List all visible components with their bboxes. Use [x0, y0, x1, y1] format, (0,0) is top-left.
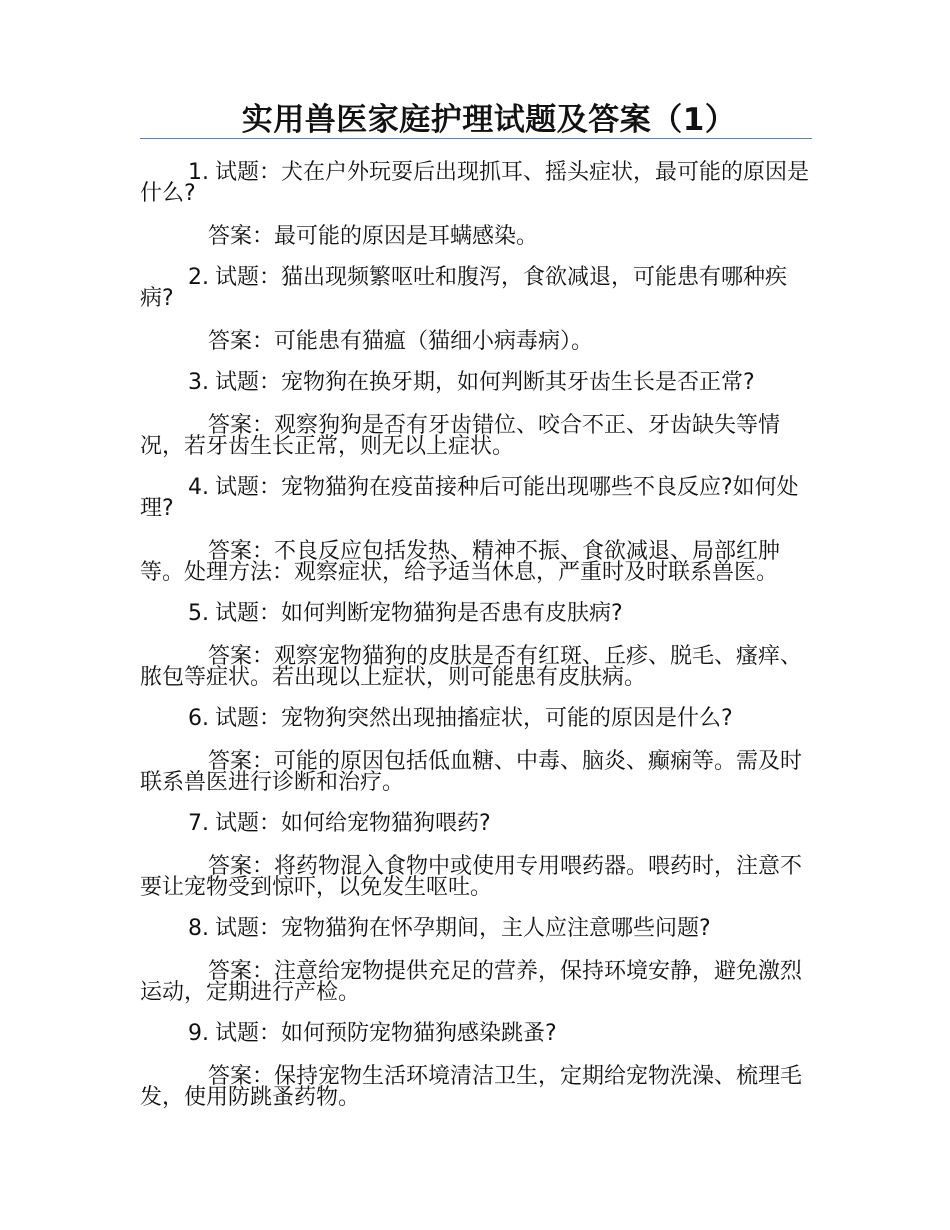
answer-3: 答案：观察狗狗是否有牙齿错位、咬合不正、牙齿缺失等情况，若牙齿生长正常，则无以上症状。 — [140, 413, 781, 459]
answer-5: 答案：观察宠物猫狗的皮肤是否有红斑、丘疹、脱毛、瘙痒、脓包等症状。若出现以上症状，则可能患有皮肤病。 — [140, 644, 803, 690]
question-text: 试题：宠物猫狗在疫苗接种后可能出现哪些不良反应?如何处理? — [140, 475, 799, 521]
question-text: 试题：如何判断宠物猫狗是否患有皮肤病? — [215, 601, 623, 626]
question-number: 6. — [188, 706, 209, 731]
question-text: 试题：犬在户外玩耍后出现抓耳、摇头症状，最可能的原因是什么? — [140, 160, 810, 206]
question-4 — [140, 457, 812, 519]
question-text: 试题：如何预防宠物猫狗感染跳蚤? — [215, 1021, 557, 1046]
question-number: 3. — [188, 370, 209, 395]
question-9 — [140, 1003, 812, 1044]
title-underline — [140, 138, 812, 139]
question-3 — [140, 352, 812, 393]
page-title: 实用兽医家庭护理试题及答案（1） — [241, 102, 737, 138]
question-6 — [140, 688, 812, 729]
question-number: 1. — [188, 160, 209, 185]
question-7 — [140, 793, 812, 834]
title-block — [140, 100, 812, 142]
question-text: 试题：如何给宠物猫狗喂药? — [215, 811, 491, 836]
question-text: 试题：宠物狗在换牙期，如何判断其牙齿生长是否正常? — [215, 370, 755, 395]
question-number: 4. — [188, 475, 209, 500]
answer-4: 答案：不良反应包括发热、精神不振、食欲减退、局部红肿等。处理方法：观察症状，给予适当休息，严重时及时联系兽医。 — [140, 539, 781, 585]
document-page — [140, 100, 812, 1108]
question-1 — [140, 142, 812, 204]
question-text: 试题：宠物猫狗在怀孕期间，主人应注意哪些问题? — [215, 916, 711, 941]
question-2 — [140, 247, 812, 309]
question-text: 试题：宠物狗突然出现抽搐症状，可能的原因是什么? — [215, 706, 733, 731]
question-text: 试题：猫出现频繁呕吐和腹泻，食欲减退，可能患有哪种疾病? — [140, 265, 788, 311]
question-8 — [140, 898, 812, 939]
question-number: 7. — [188, 811, 209, 836]
question-number: 9. — [188, 1021, 209, 1046]
answer-9: 答案：保持宠物生活环境清洁卫生，定期给宠物洗澡、梳理毛发，使用防跳蚤药物。 — [140, 1064, 803, 1110]
qa-list — [140, 142, 812, 1108]
question-5 — [140, 583, 812, 624]
question-number: 5. — [188, 601, 209, 626]
answer-7: 答案：将药物混入食物中或使用专用喂药器。喂药时，注意不要让宠物受到惊吓，以免发生呕吐。 — [140, 854, 803, 900]
question-number: 8. — [188, 916, 209, 941]
answer-1: 答案：最可能的原因是耳螨感染。 — [208, 224, 539, 249]
question-number: 2. — [188, 265, 209, 290]
answer-2: 答案：可能患有猫瘟（猫细小病毒病）。 — [208, 329, 594, 354]
answer-6: 答案：可能的原因包括低血糖、中毒、脑炎、癫痫等。需及时联系兽医进行诊断和治疗。 — [140, 749, 803, 795]
answer-8: 答案：注意给宠物提供充足的营养，保持环境安静，避免激烈运动，定期进行产检。 — [140, 959, 803, 1005]
